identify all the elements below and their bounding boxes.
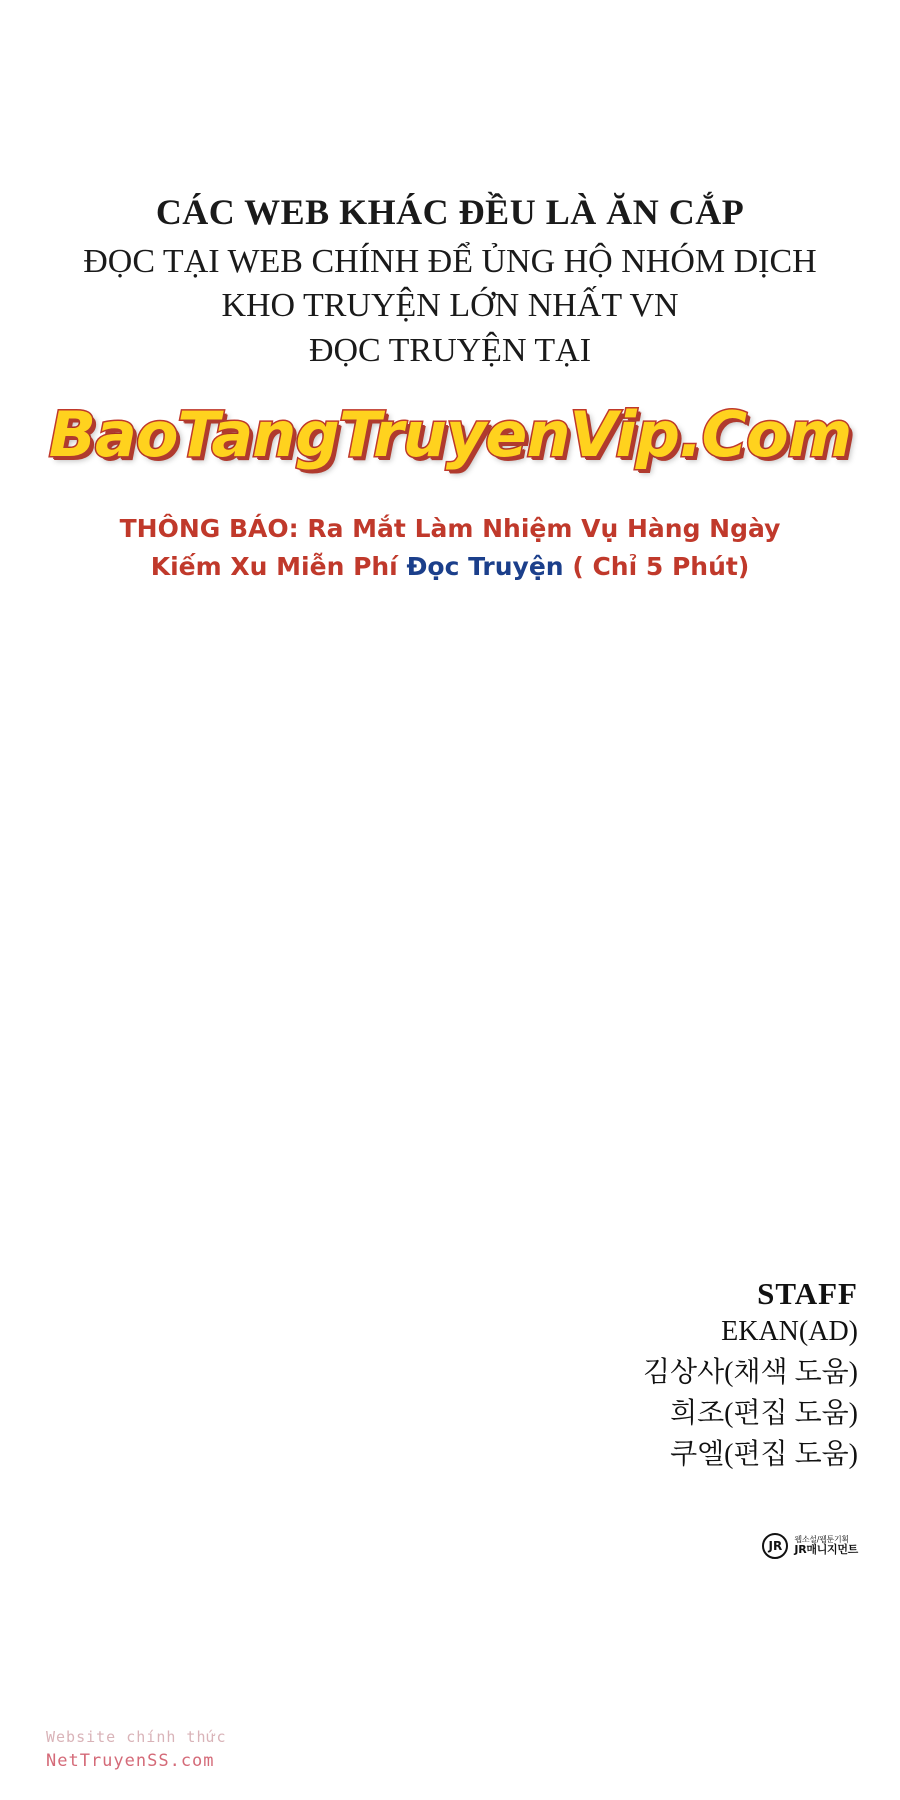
jr-management-logo xyxy=(762,1533,858,1559)
notice-line-2 xyxy=(0,548,900,586)
announcement-block xyxy=(0,190,900,373)
staff-credits xyxy=(643,1275,858,1476)
jr-monogram-icon: JR xyxy=(762,1533,788,1559)
staff-member: 희조(편집 도움) xyxy=(670,1397,858,1429)
notice-block xyxy=(0,510,900,585)
staff-member: 김상사(채색 도움) xyxy=(643,1357,858,1389)
announcement-line-4: ĐỌC TRUYỆN TẠI xyxy=(308,332,592,370)
notice-line-1 xyxy=(0,510,900,548)
jr-logo-text xyxy=(794,1536,858,1556)
announcement-line-3: KHO TRUYỆN LỚN NHẤT VN xyxy=(221,287,679,325)
announcement-line-1: CÁC WEB KHÁC ĐỀU LÀ ĂN CẮP xyxy=(155,192,745,232)
watermark xyxy=(46,1725,227,1775)
notice-line-2-part-a: Kiếm Xu Miễn Phí xyxy=(150,551,407,581)
staff-title: STAFF xyxy=(757,1276,858,1311)
site-name-banner xyxy=(0,398,900,478)
watermark-domain: NetTruyenSS.com xyxy=(46,1750,215,1771)
watermark-caption: Website chính thức xyxy=(46,1727,227,1746)
notice-line-1-rest: Ra Mắt Làm Nhiệm Vụ Hàng Ngày xyxy=(298,514,781,543)
site-name-text[interactable]: BaoTangTruyenVip.Com xyxy=(48,398,852,471)
jr-logo-tagline: 웹소설/웹툰기획 xyxy=(794,1535,849,1545)
jr-logo-name: JR매니지먼트 xyxy=(794,1543,858,1557)
notice-line-2-part-c: ( Chỉ 5 Phút) xyxy=(563,551,750,581)
announcement-line-2: ĐỌC TẠI WEB CHÍNH ĐỂ ỦNG HỘ NHÓM DỊCH xyxy=(83,242,817,280)
staff-member: 쿠엘(편집 도움) xyxy=(670,1438,858,1470)
notice-line-2-part-b: Đọc Truyện xyxy=(406,551,564,581)
notice-label: THÔNG BÁO: xyxy=(119,514,299,543)
staff-member: EKAN(AD) xyxy=(721,1316,858,1348)
